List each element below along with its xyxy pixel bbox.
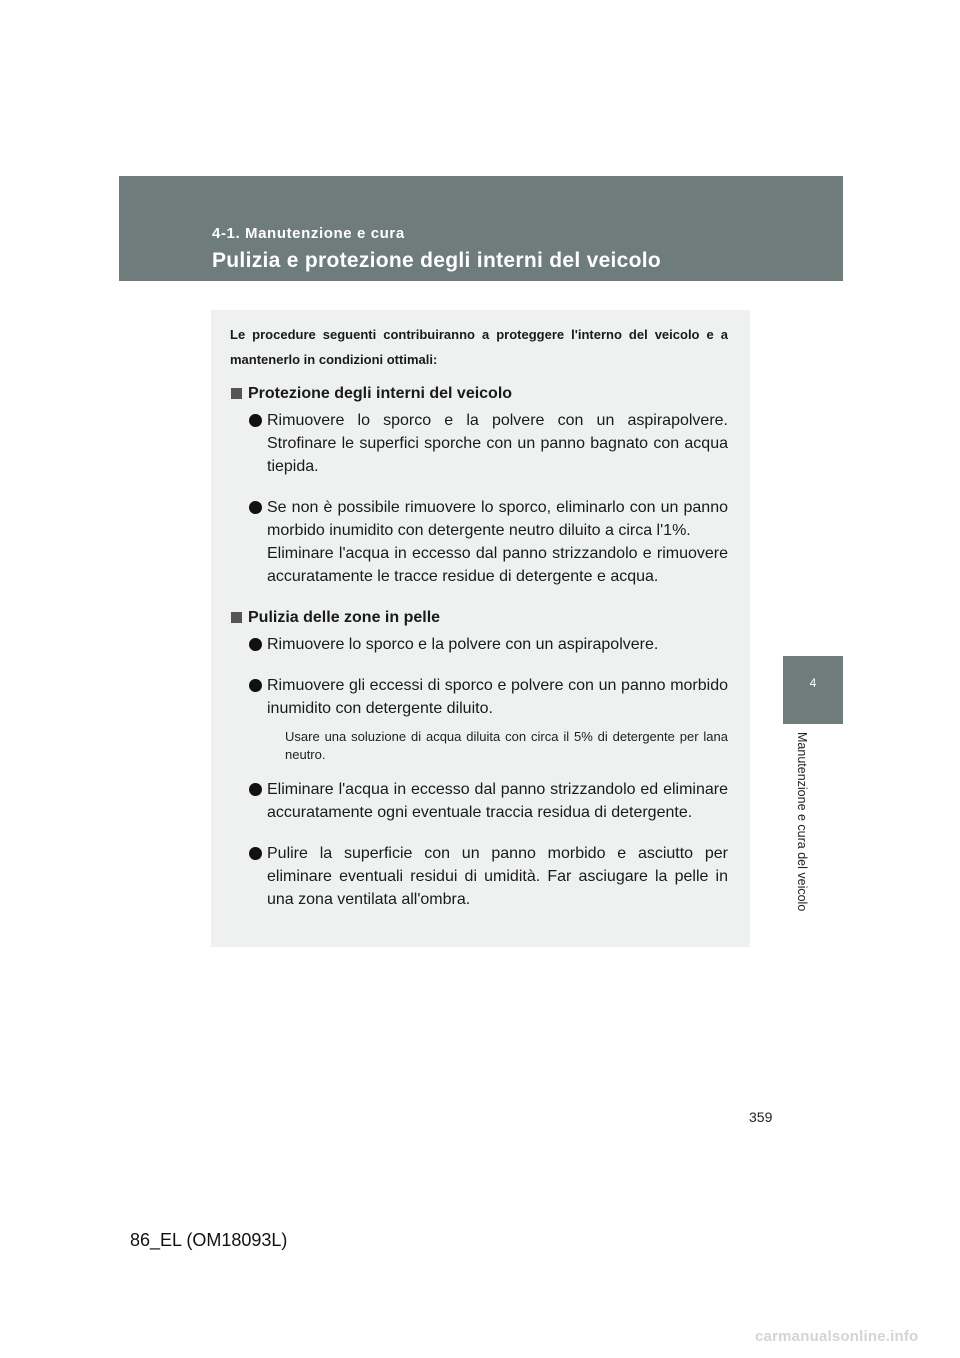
list-item-text: Rimuovere lo sporco e la polvere con un aspirapolvere. bbox=[267, 636, 659, 653]
list-item bbox=[230, 409, 728, 478]
page-number: 359 bbox=[749, 1109, 773, 1125]
square-bullet-icon bbox=[231, 612, 242, 623]
section-heading-text: Protezione degli interni del veicolo bbox=[248, 385, 513, 402]
list-item bbox=[230, 778, 728, 824]
list-item-text: Se non è possibile rimuovere lo sporco, eliminarlo con un panno morbido inumidito con detergente neutro diluito a circa l'1%. bbox=[267, 499, 728, 539]
square-bullet-icon bbox=[231, 388, 242, 399]
section-heading-text: Pulizia delle zone in pelle bbox=[248, 609, 441, 626]
list-item-continuation: Eliminare l'acqua in eccesso dal panno strizzandolo e rimuovere accuratamente le tracce residue di detergente e acqua. bbox=[267, 545, 728, 585]
chapter-number: 4 bbox=[809, 676, 817, 690]
round-bullet-icon bbox=[249, 414, 262, 427]
header-band bbox=[119, 176, 843, 281]
section-label: 4-1. Manutenzione e cura bbox=[212, 225, 405, 242]
list-item bbox=[230, 496, 728, 588]
chapter-label: Manutenzione e cura del veicolo bbox=[795, 732, 809, 912]
list-item-text: Pulire la superficie con un panno morbido e asciutto per eliminare eventuali residui di umidità. Far asciugare la pelle in una zona ventilata all'ombra. bbox=[267, 845, 728, 908]
intro-text: Le procedure seguenti contribuiranno a proteggere l'interno del veicolo e a mantenerlo in condizioni ottimali: bbox=[230, 327, 728, 367]
list-item bbox=[230, 674, 728, 720]
watermark: carmanualsonline.info bbox=[755, 1328, 919, 1345]
list-item-text: Eliminare l'acqua in eccesso dal panno strizzandolo ed eliminare accuratamente ogni eventuale traccia residua di detergente. bbox=[267, 781, 728, 821]
list-item bbox=[230, 842, 728, 911]
chapter-tab bbox=[783, 656, 843, 724]
section-heading-leather-cleaning bbox=[230, 606, 728, 630]
round-bullet-icon bbox=[249, 501, 262, 514]
document-code: 86_EL (OM18093L) bbox=[130, 1230, 288, 1250]
page-title: Pulizia e protezione degli interni del veicolo bbox=[212, 249, 662, 272]
round-bullet-icon bbox=[249, 638, 262, 651]
list-item bbox=[230, 633, 728, 656]
content-box bbox=[211, 310, 750, 947]
note-text: Usare una soluzione di acqua diluita con circa il 5% di detergente per lana neutro. bbox=[285, 729, 728, 762]
list-item-text: Rimuovere gli eccessi di sporco e polvere con un panno morbido inumidito con detergente diluito. bbox=[267, 677, 728, 717]
round-bullet-icon bbox=[249, 679, 262, 692]
round-bullet-icon bbox=[249, 847, 262, 860]
list-item-text: Rimuovere lo sporco e la polvere con un aspirapolvere. Strofinare le superfici sporche con un panno bagnato con acqua tiepida. bbox=[267, 412, 728, 475]
round-bullet-icon bbox=[249, 783, 262, 796]
section-heading-interior-protection bbox=[230, 382, 728, 406]
